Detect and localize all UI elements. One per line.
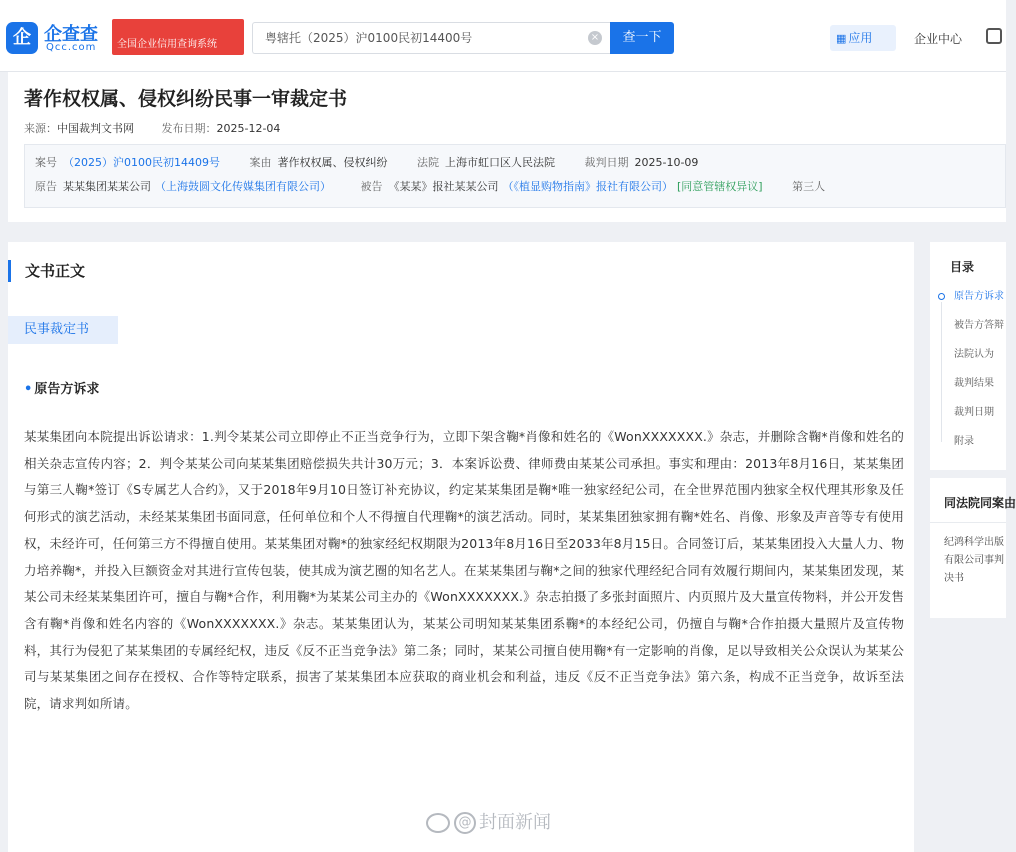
publish-date-label: 发布日期： (161, 122, 217, 135)
related-cases-card (930, 478, 1016, 618)
apps-menu-button[interactable] (830, 25, 896, 51)
case-info-row-1 (35, 153, 724, 173)
case-info-box (24, 144, 1006, 208)
toc-title: 目录 (950, 260, 975, 274)
third-party-label: 第三人 (792, 180, 826, 193)
document-source (24, 120, 304, 136)
document-title: 著作权权属、侵权纠纷民事一审裁定书 (24, 88, 348, 110)
judgment-date-label: 裁判日期 (584, 156, 629, 169)
publish-date-value: 2025-12-04 (216, 122, 281, 135)
slogan-line-1 (117, 21, 239, 37)
source-label: 来源： (24, 122, 57, 135)
logo-name: 企查查 (44, 24, 98, 45)
toc-card (930, 242, 1006, 470)
case-no-label: 案号 (35, 156, 57, 169)
watermark (426, 808, 551, 834)
toc-item[interactable] (930, 346, 1006, 375)
document-header-card (8, 72, 1006, 222)
toc-item[interactable] (930, 404, 1006, 433)
toc-item[interactable] (930, 317, 1006, 346)
bullet-dot-icon: • (24, 382, 33, 397)
case-no-value[interactable]: （2025）沪0100民初14409号 (63, 156, 220, 169)
toc-item[interactable] (930, 375, 1006, 404)
sub-heading (24, 378, 99, 397)
related-case-link[interactable]: 纪鸿科学出版有限公司事判决书 (944, 537, 1004, 584)
plaintiff-label: 原告 (35, 180, 57, 193)
search-button[interactable]: 查一下 (610, 22, 674, 54)
document-body-card (8, 242, 914, 852)
sub-heading-text: 原告方诉求 (34, 382, 100, 397)
defendant-status-tag: [同意管辖权异议] (677, 180, 763, 193)
defendant-company-link[interactable]: （《植显购物指南》报社有限公司） (502, 180, 673, 193)
toc-list (930, 288, 1006, 462)
slogan-banner (112, 19, 244, 55)
case-info-row-2 (35, 177, 831, 197)
source-value: 中国裁判文书网 (57, 122, 134, 135)
related-divider (930, 522, 1006, 523)
toc-item[interactable] (930, 433, 1006, 462)
court-value: 上海市虹口区人民法院 (444, 156, 555, 169)
top-bar (0, 0, 1006, 72)
apps-label: 应用 (848, 31, 873, 45)
defendant-label: 被告 (360, 180, 383, 193)
toc-item-label: 原告方诉求 (954, 291, 1004, 302)
weibo-logo-icon (426, 813, 450, 833)
toc-item-label: 被告方答辩 (954, 320, 1004, 331)
logo-domain: Qcc.com (46, 42, 97, 53)
toc-item-label: 附录 (954, 436, 974, 447)
toc-item-label: 法院认为 (954, 349, 994, 360)
search-input[interactable]: 粤辖托（2025）沪0100民初14400号 (252, 22, 610, 54)
watermark-text: 封面新闻 (479, 812, 551, 833)
doc-type-tag[interactable]: 民事裁定书 (8, 316, 118, 344)
scan-icon[interactable] (986, 28, 1002, 44)
related-title: 同法院同案由 (944, 496, 1016, 510)
section-title: 文书正文 (8, 260, 85, 282)
grid-icon: ▦ (836, 32, 847, 45)
clear-search-icon[interactable]: × (588, 31, 602, 45)
slogan-line-2: 全国企业信用查询系统 (117, 39, 217, 50)
plaintiff-company-link[interactable]: （上海鼓圆文化传媒集团有限公司） (155, 180, 331, 193)
document-body-text: 某某集团向本院提出诉讼请求：1.判令某某公司立即停止不正当竞争行为，立即下架含鞠*肖像和姓名的《WonXXXXXXX.》杂志，并删除含鞠*肖像和姓名的相关杂志宣传内容；2．判令某某公司向某某集团赔偿损失共计30万元；3．本案诉讼费、律师费由某某公司承担。事实和理由：2013年8月16日，某某集团与第三人鞠*签订《S专属艺人合约》，又于2018年9月10日签订补充协议，约定某某集团是鞠*唯一独家经纪公司，在全世界范围内独家全权代理其形象及任何形式的演艺活动，未经某某集团书面同意，任何单位和个人不得擅自代理鞠*的演艺活动。同时，某某集团独家拥有鞠*姓名、肖像、形象及声音等专有使用权，未经许可，任何第三方不得擅自使用。某某集团对鞠*的独家经纪权期限为2013年8月16日至2033年8月15日。合同签订后，某某集团投入大量人力、物力培养鞠*，并投入巨额资金对其进行宣传包装，使其成为演艺圈的知名艺人。在某某集团与鞠*之间的独家代理经纪合同有效履行期间内，某某集团发现，某某公司未经某某集团许可，擅自与鞠*合作，利用鞠*为某某公司主办的《WonXXXXXXX.》杂志拍摄了多张封面照片、内页照片及大量宣传物料，并公开发售含有鞠*肖像和姓名内容的《WonXXXXXXX.》杂志。某某集团认为，某某公司明知某某集团系鞠*的本经纪公司，仍擅自与鞠*合作拍摄大量照片及宣传物料，其行为侵犯了某某集团的专属经纪权，违反《反不正当竞争法》第二条；同时，某某公司擅自使用鞠*有一定影响的肖像，足以导致相关公众误认为某某公司与某某集团之间存在授权、合作等特定联系，损害了某某集团本应获取的商业机会和利益，违反《反不正当竞争法》第六条，构成不正当竞争，故诉至法院，请求判如所请。 (24, 429, 904, 712)
cause-label: 案由 (249, 156, 272, 169)
toc-active-circle-icon (938, 293, 945, 300)
cause-value: 著作权权属、侵权纠纷 (277, 156, 388, 169)
toc-item[interactable] (930, 288, 1006, 317)
company-center-link[interactable]: 企业中心 (914, 32, 963, 46)
toc-item-label: 裁判结果 (954, 378, 994, 389)
toc-item-label: 裁判日期 (954, 407, 994, 418)
logo-mark-icon: 企 (6, 22, 38, 54)
at-icon: @ (454, 812, 476, 834)
court-label: 法院 (416, 156, 439, 169)
plaintiff-value: 某某集团某某公司 (63, 180, 151, 193)
qcc-logo[interactable] (6, 20, 108, 56)
judgment-date-value: 2025-10-09 (634, 156, 699, 169)
defendant-value: 《某某》报社某某公司 (388, 180, 499, 193)
